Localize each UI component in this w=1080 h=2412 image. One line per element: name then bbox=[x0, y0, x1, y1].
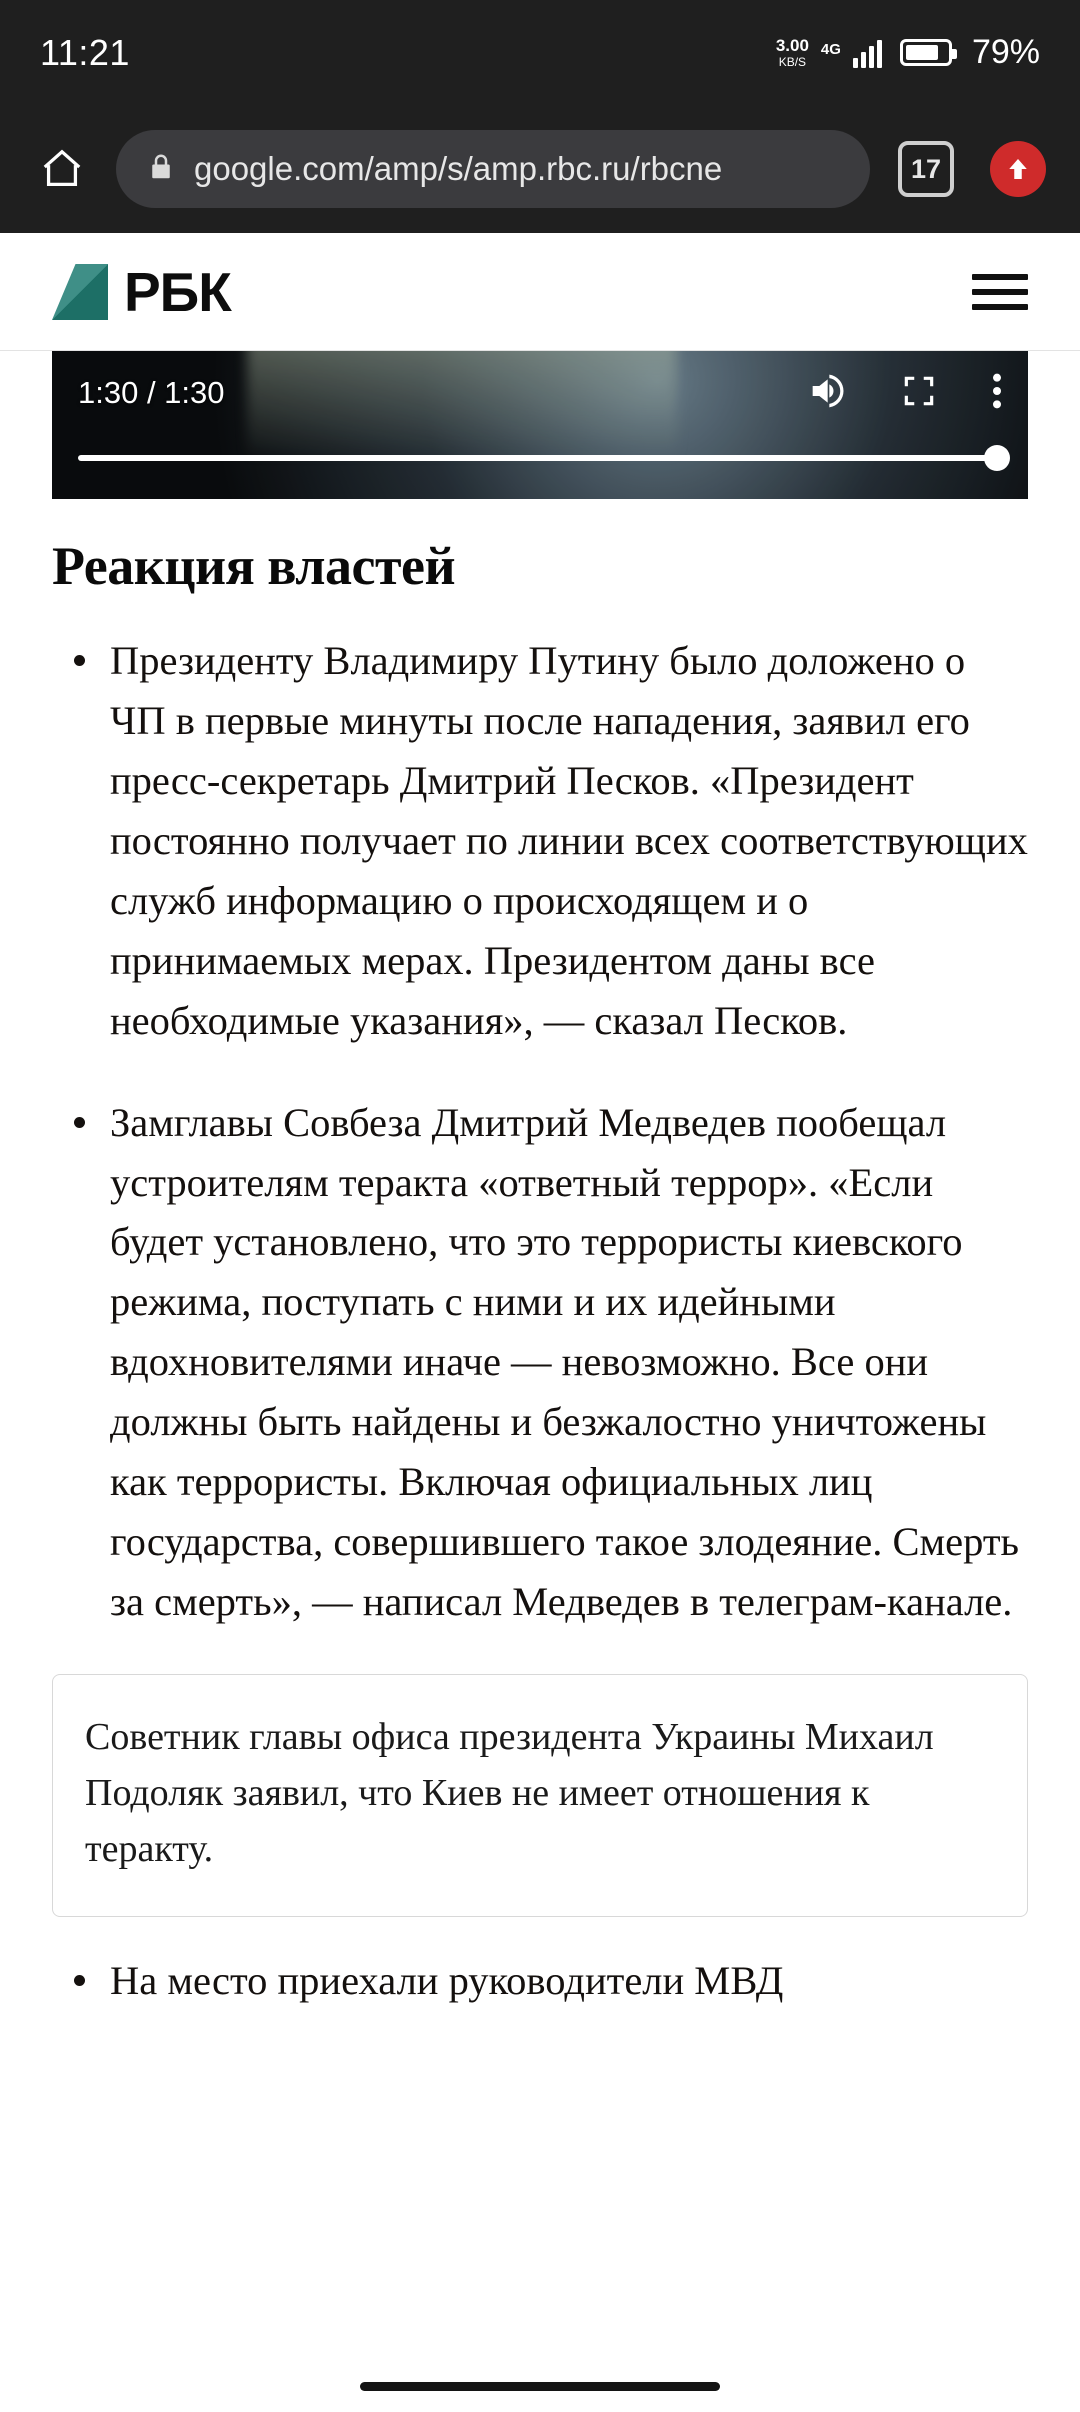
video-controls bbox=[52, 363, 1028, 423]
rbc-logo-mark bbox=[52, 264, 108, 320]
video-progress-track bbox=[78, 455, 1002, 461]
network-speed-unit: KB/S bbox=[778, 55, 807, 69]
home-gesture-pill[interactable] bbox=[360, 2382, 720, 2391]
tab-switcher-button[interactable]: 17 bbox=[898, 141, 954, 197]
browser-menu-button[interactable] bbox=[990, 141, 1046, 197]
rbc-logo-icon[interactable] bbox=[52, 260, 231, 324]
battery-icon bbox=[900, 39, 952, 66]
article-body bbox=[0, 535, 1080, 2009]
url-text: google.com/amp/s/amp.rbc.ru/rbcne bbox=[194, 150, 723, 187]
system-navigation-bar bbox=[0, 2360, 1080, 2412]
rbc-logo-text: РБК bbox=[124, 260, 231, 323]
url-bar[interactable] bbox=[116, 130, 870, 208]
quote-box: Советник главы офиса президента Украины Михаил Подоляк заявил, что Киев не имеет отношения к теракту. bbox=[52, 1674, 1028, 1917]
network-speed-value: 3.00 bbox=[775, 36, 809, 55]
video-progress-knob[interactable] bbox=[984, 445, 1010, 471]
video-time-display: 1:30 / 1:30 bbox=[78, 375, 225, 410]
lock-icon bbox=[146, 152, 176, 187]
hamburger-menu-icon[interactable] bbox=[972, 274, 1028, 310]
browser-toolbar bbox=[0, 105, 1080, 233]
video-progress-bar[interactable] bbox=[78, 455, 1002, 461]
video-player[interactable] bbox=[52, 351, 1028, 499]
list-item: Замглавы Совбеза Дмитрий Медведев пообещал устроителям теракта «ответный террор». «Если будет установлено, что это террористы киевского режима, поступать с ними и их идейными вдохновителями иначе — невозможно. Все они должны быть найдены и безжалостно уничтожены как террористы. Включая официальных лиц государства, совершившего такое злодеяние. Смерть за смерть», — написал Медведев в телеграм-канале. bbox=[52, 1093, 1028, 1632]
signal-bars-icon bbox=[853, 38, 882, 68]
more-vertical-icon[interactable] bbox=[992, 371, 1002, 416]
page-title: Реакция властей bbox=[52, 536, 456, 596]
battery-percent-label: 79% bbox=[971, 33, 1040, 71]
bullet-list-continued bbox=[52, 1951, 1028, 2009]
status-indicators bbox=[776, 33, 1040, 72]
home-icon[interactable] bbox=[34, 141, 90, 197]
status-clock: 11:21 bbox=[40, 31, 130, 73]
status-bar bbox=[0, 0, 1080, 105]
fullscreen-icon[interactable] bbox=[900, 372, 938, 415]
network-type-label: 4G bbox=[820, 41, 841, 58]
volume-icon[interactable] bbox=[806, 371, 846, 416]
network-speed-indicator bbox=[776, 37, 809, 68]
bullet-list bbox=[52, 631, 1028, 1632]
list-item: На место приехали руководители МВД bbox=[52, 1951, 1028, 2009]
list-item: Президенту Владимиру Путину было доложено о ЧП в первые минуты после нападения, заявил его пресс-секретарь Дмитрий Песков. «Президент постоянно получает по линии всех соответствующих служб информацию о происходящем и о принимаемых мерах. Президентом даны все необходимые указания», — сказал Песков. bbox=[52, 631, 1028, 1051]
site-header bbox=[0, 233, 1080, 351]
video-control-icons bbox=[806, 371, 1002, 416]
